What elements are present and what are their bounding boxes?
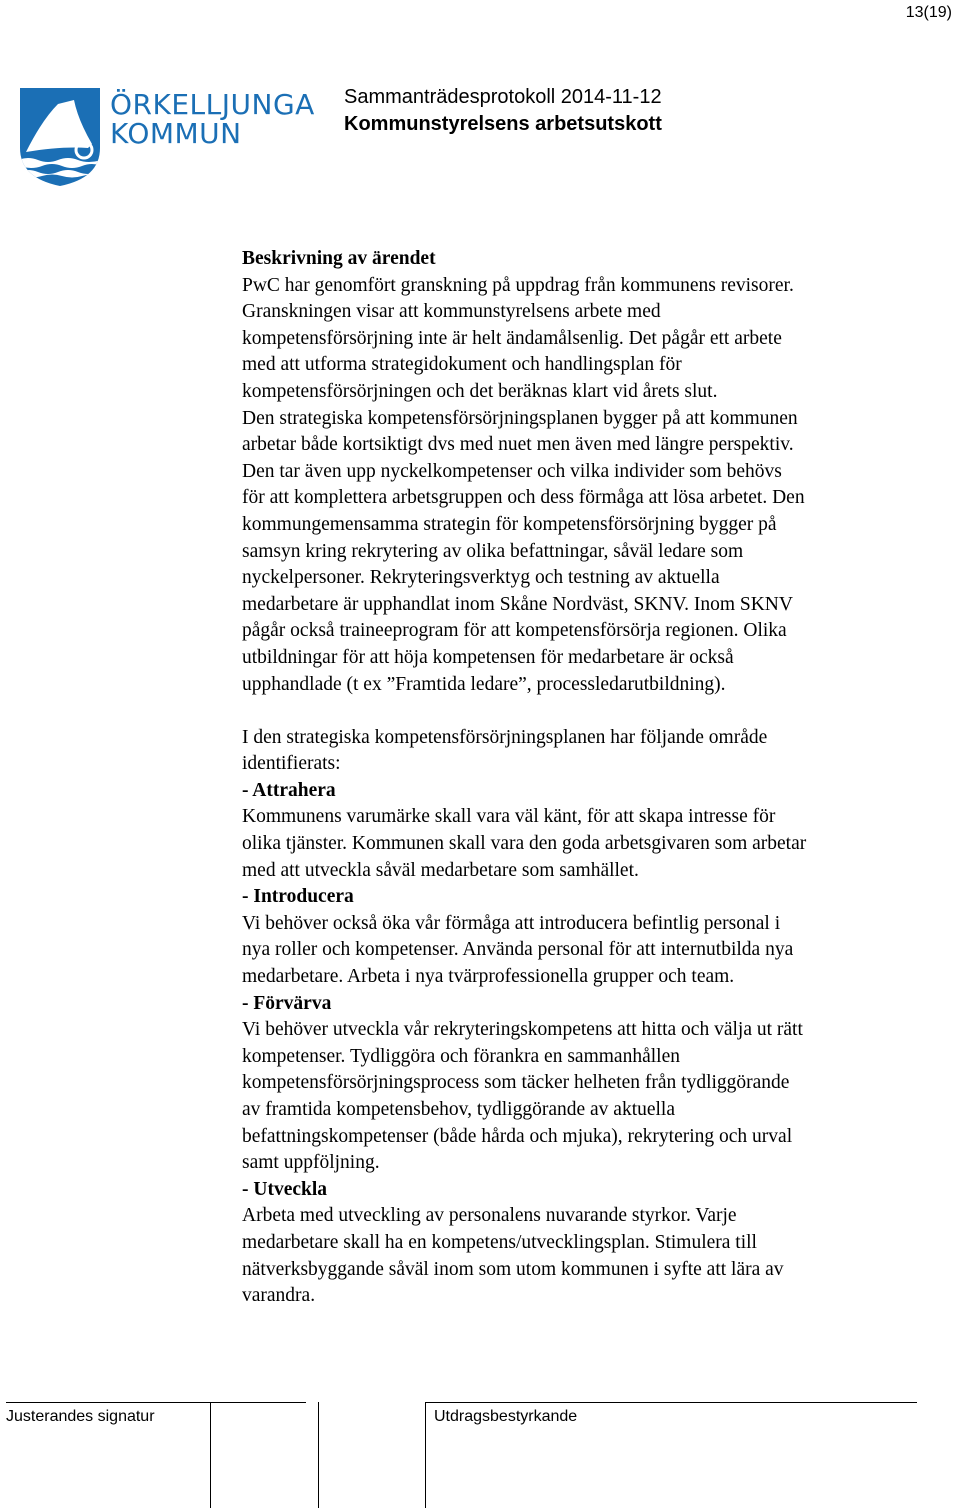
text-line: nya roller och kompetenser. Använda personal för att internutbilda nya — [242, 939, 794, 961]
municipal-coat-of-arms-icon — [18, 86, 108, 188]
logo-text — [110, 90, 315, 148]
text-line: medarbetare. Arbeta i nya tvärprofessionella grupper och team. — [242, 966, 735, 988]
text-line: arbetar både kortsiktigt dvs med nuet men även med längre perspektiv. — [242, 434, 794, 456]
committee-name: Kommunstyrelsens arbetsutskott — [344, 113, 662, 135]
area-title: - Förvärva — [242, 992, 332, 1014]
text-line: kompetensförsörjning inte är helt ändamålsenlig. Det pågår ett arbete — [242, 327, 782, 349]
paragraph-gap — [242, 698, 912, 725]
text-line: upphandlade (t ex ”Framtida ledare”, processledarutbildning). — [242, 673, 726, 695]
page-number: 13(19) — [905, 4, 952, 21]
area-attrahera — [242, 778, 912, 884]
text-line: Den strategiska kompetensförsörjningsplanen bygger på att kommunen — [242, 407, 798, 429]
footer-rule — [6, 1402, 306, 1403]
text-line: varandra. — [242, 1285, 316, 1307]
text-line: Kommunens varumärke skall vara väl känt, för att skapa intresse för — [242, 806, 776, 828]
signature-box — [210, 1402, 211, 1508]
area-utveckla — [242, 1177, 912, 1310]
text-line: för att komplettera arbetsgruppen och dess förmåga att lösa arbetet. Den — [242, 487, 805, 509]
text-line: identifierats: — [242, 753, 341, 775]
areas-intro — [242, 725, 912, 778]
area-title: - Attrahera — [242, 779, 336, 801]
document-body — [242, 246, 912, 1310]
text-line: Vi behöver utveckla vår rekryteringskompetens att hitta och välja ut rätt — [242, 1019, 803, 1041]
text-line: med att utveckla såväl medarbetare som samhället. — [242, 859, 639, 881]
municipality-logo — [18, 86, 315, 188]
text-line: olika tjänster. Kommunen skall vara den goda arbetsgivaren som arbetar — [242, 833, 807, 855]
text-line: nyckelpersoner. Rekryteringsverktyg och testning av aktuella — [242, 567, 720, 589]
text-line: med att utforma strategidokument och handlingsplan för — [242, 354, 682, 376]
text-line: kompetenser. Tydliggöra och förankra en sammanhållen — [242, 1045, 680, 1067]
text-line: samsyn kring rekrytering av olika befattningar, såväl ledare som — [242, 540, 744, 562]
text-line: Vi behöver också öka vår förmåga att introducera befintlig personal i — [242, 912, 781, 934]
text-line: medarbetare är upphandlat inom Skåne Nordväst, SKNV. Inom SKNV — [242, 593, 793, 615]
text-line: PwC har genomfört granskning på uppdrag från kommunens revisorer. — [242, 274, 794, 296]
text-line: samt uppföljning. — [242, 1152, 380, 1174]
intro-paragraph — [242, 273, 912, 699]
protocol-title: Sammanträdesprotokoll 2014-11-12 — [344, 86, 662, 108]
text-line: I den strategiska kompetensförsörjningsplanen har följande område — [242, 726, 768, 748]
area-title: - Utveckla — [242, 1178, 328, 1200]
logo-line-1: ÖRKELLJUNGA — [110, 88, 315, 121]
signature-box — [318, 1402, 319, 1508]
text-line: befattningskompetenser (både hårda och mjuka), rekrytering och urval — [242, 1125, 793, 1147]
text-line: utbildningar för att höja kompetensen för medarbetare är också — [242, 646, 734, 668]
section-heading: Beskrivning av ärendet — [242, 248, 436, 269]
logo-line-2: KOMMUN — [110, 117, 242, 150]
text-line: pågår också traineeprogram för att kompetensförsörja regionen. Olika — [242, 620, 787, 642]
footer-rule — [425, 1402, 917, 1403]
text-line: medarbetare skall ha en kompetens/utvecklingsplan. Stimulera till — [242, 1231, 757, 1253]
area-forvarva — [242, 991, 912, 1177]
text-line: kompetensförsörjningen och det beräknas klart vid årets slut. — [242, 380, 718, 402]
text-line: nätverksbyggande såväl inom som utom kommunen i syfte att lära av — [242, 1258, 784, 1280]
text-line: Arbeta med utveckling av personalens nuvarande styrkor. Varje — [242, 1205, 737, 1227]
area-introducera — [242, 884, 912, 990]
signature-box — [425, 1402, 426, 1508]
text-line: Granskningen visar att kommunstyrelsens arbete med — [242, 301, 661, 323]
text-line: kommungemensamma strategin för kompetensförsörjning bygger på — [242, 513, 777, 535]
signature-label: Justerandes signatur — [6, 1408, 155, 1425]
text-line: Den tar även upp nyckelkompetenser och vilka individer som behövs — [242, 460, 782, 482]
certify-label: Utdragsbestyrkande — [434, 1408, 578, 1425]
text-line: av framtida kompetensbehov, tydliggörande av aktuella — [242, 1099, 676, 1120]
area-title: - Introducera — [242, 886, 354, 908]
text-line: kompetensförsörjningsprocess som täcker helheten från tydliggörande — [242, 1072, 790, 1094]
document-header — [344, 84, 662, 138]
